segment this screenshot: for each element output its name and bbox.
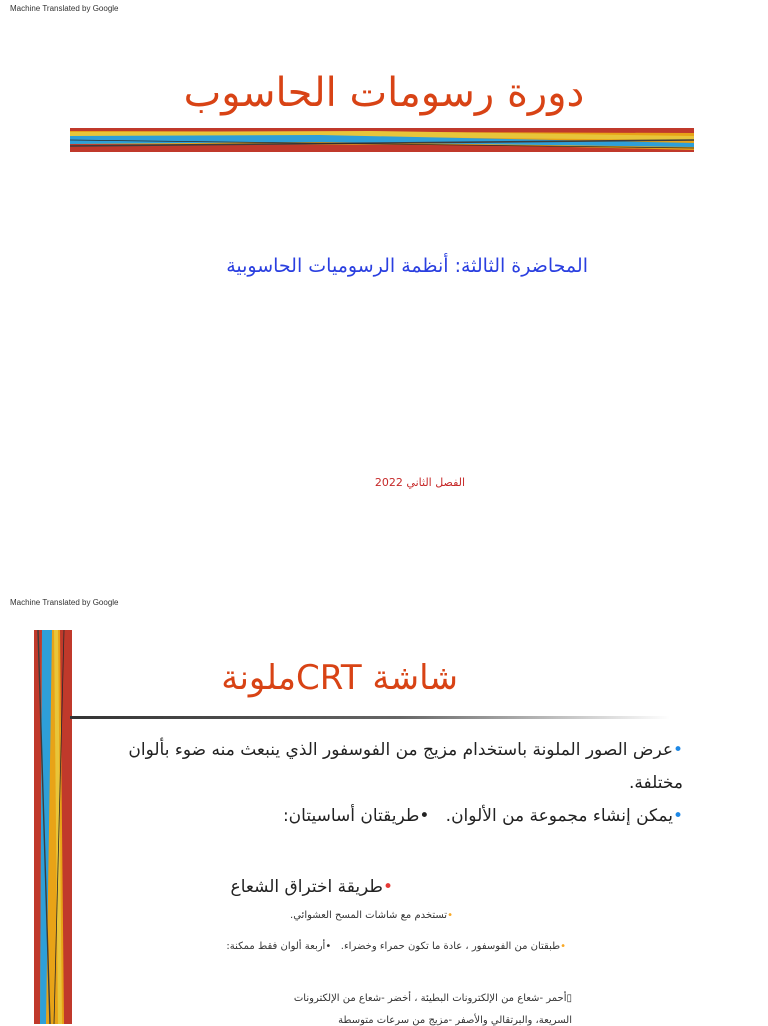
bullet-icon: • (560, 941, 566, 952)
paragraph-text: عرض الصور الملونة باستخدام مزيج من الفوسفور الذي ينبعث منه ضوء بألوان مختلفة. (128, 740, 683, 793)
bullet-icon: • (672, 740, 683, 760)
sub-point-text: أربعة ألوان فقط ممكنة: (226, 941, 326, 952)
watermark-page2: Machine Translated by Google (10, 598, 119, 607)
sub-point-phosphor-layers (226, 941, 566, 952)
sub-point-text: تستخدم مع شاشات المسح العشوائي. (290, 910, 448, 921)
vertical-ribbon (34, 630, 72, 1024)
slide2-title: شاشة CRTملونة (221, 658, 458, 698)
sub-point-text: أحمر -شعاع من الإلكترونات البطيئة ، أخضر -شعاع من الإلكترونات (293, 993, 567, 1004)
sub-point-text: طبقتان من الفوسفور ، عادة ما تكون حمراء وخضراء. (340, 941, 561, 952)
bullet-icon: • (672, 806, 683, 826)
method-heading-text: طريقة اختراق الشعاع (230, 877, 383, 897)
semester-label: الفصل الثاني 2022 (374, 476, 466, 489)
bullet-icon: • (419, 806, 430, 826)
bullet-icon: • (325, 941, 332, 952)
bullet-icon: • (447, 910, 453, 921)
decorative-ribbon (70, 128, 694, 152)
glyph-box-icon: ▯ (566, 993, 572, 1004)
title-divider (70, 716, 670, 719)
sub-point-colors (294, 993, 572, 1004)
sub-point-random-scan (290, 910, 453, 921)
sub-point-colors-continued: السريعة، والبرتقالي والأصفر -مزيج من سرعات متوسطة (338, 1015, 572, 1026)
paragraph-text: يمكن إنشاء مجموعة من الألوان. (445, 806, 673, 826)
paragraph-color-display (103, 734, 683, 800)
lecture-subtitle: المحاضرة الثالثة: أنظمة الرسوميات الحاسوبية (226, 255, 588, 277)
paragraph-text: طريقتان أساسيتان: (282, 806, 420, 826)
paragraph-methods (283, 806, 683, 826)
method-heading (231, 877, 393, 897)
slide-title: دورة رسومات الحاسوب (183, 70, 585, 116)
watermark-top: Machine Translated by Google (10, 4, 119, 13)
bullet-icon: • (382, 877, 393, 897)
